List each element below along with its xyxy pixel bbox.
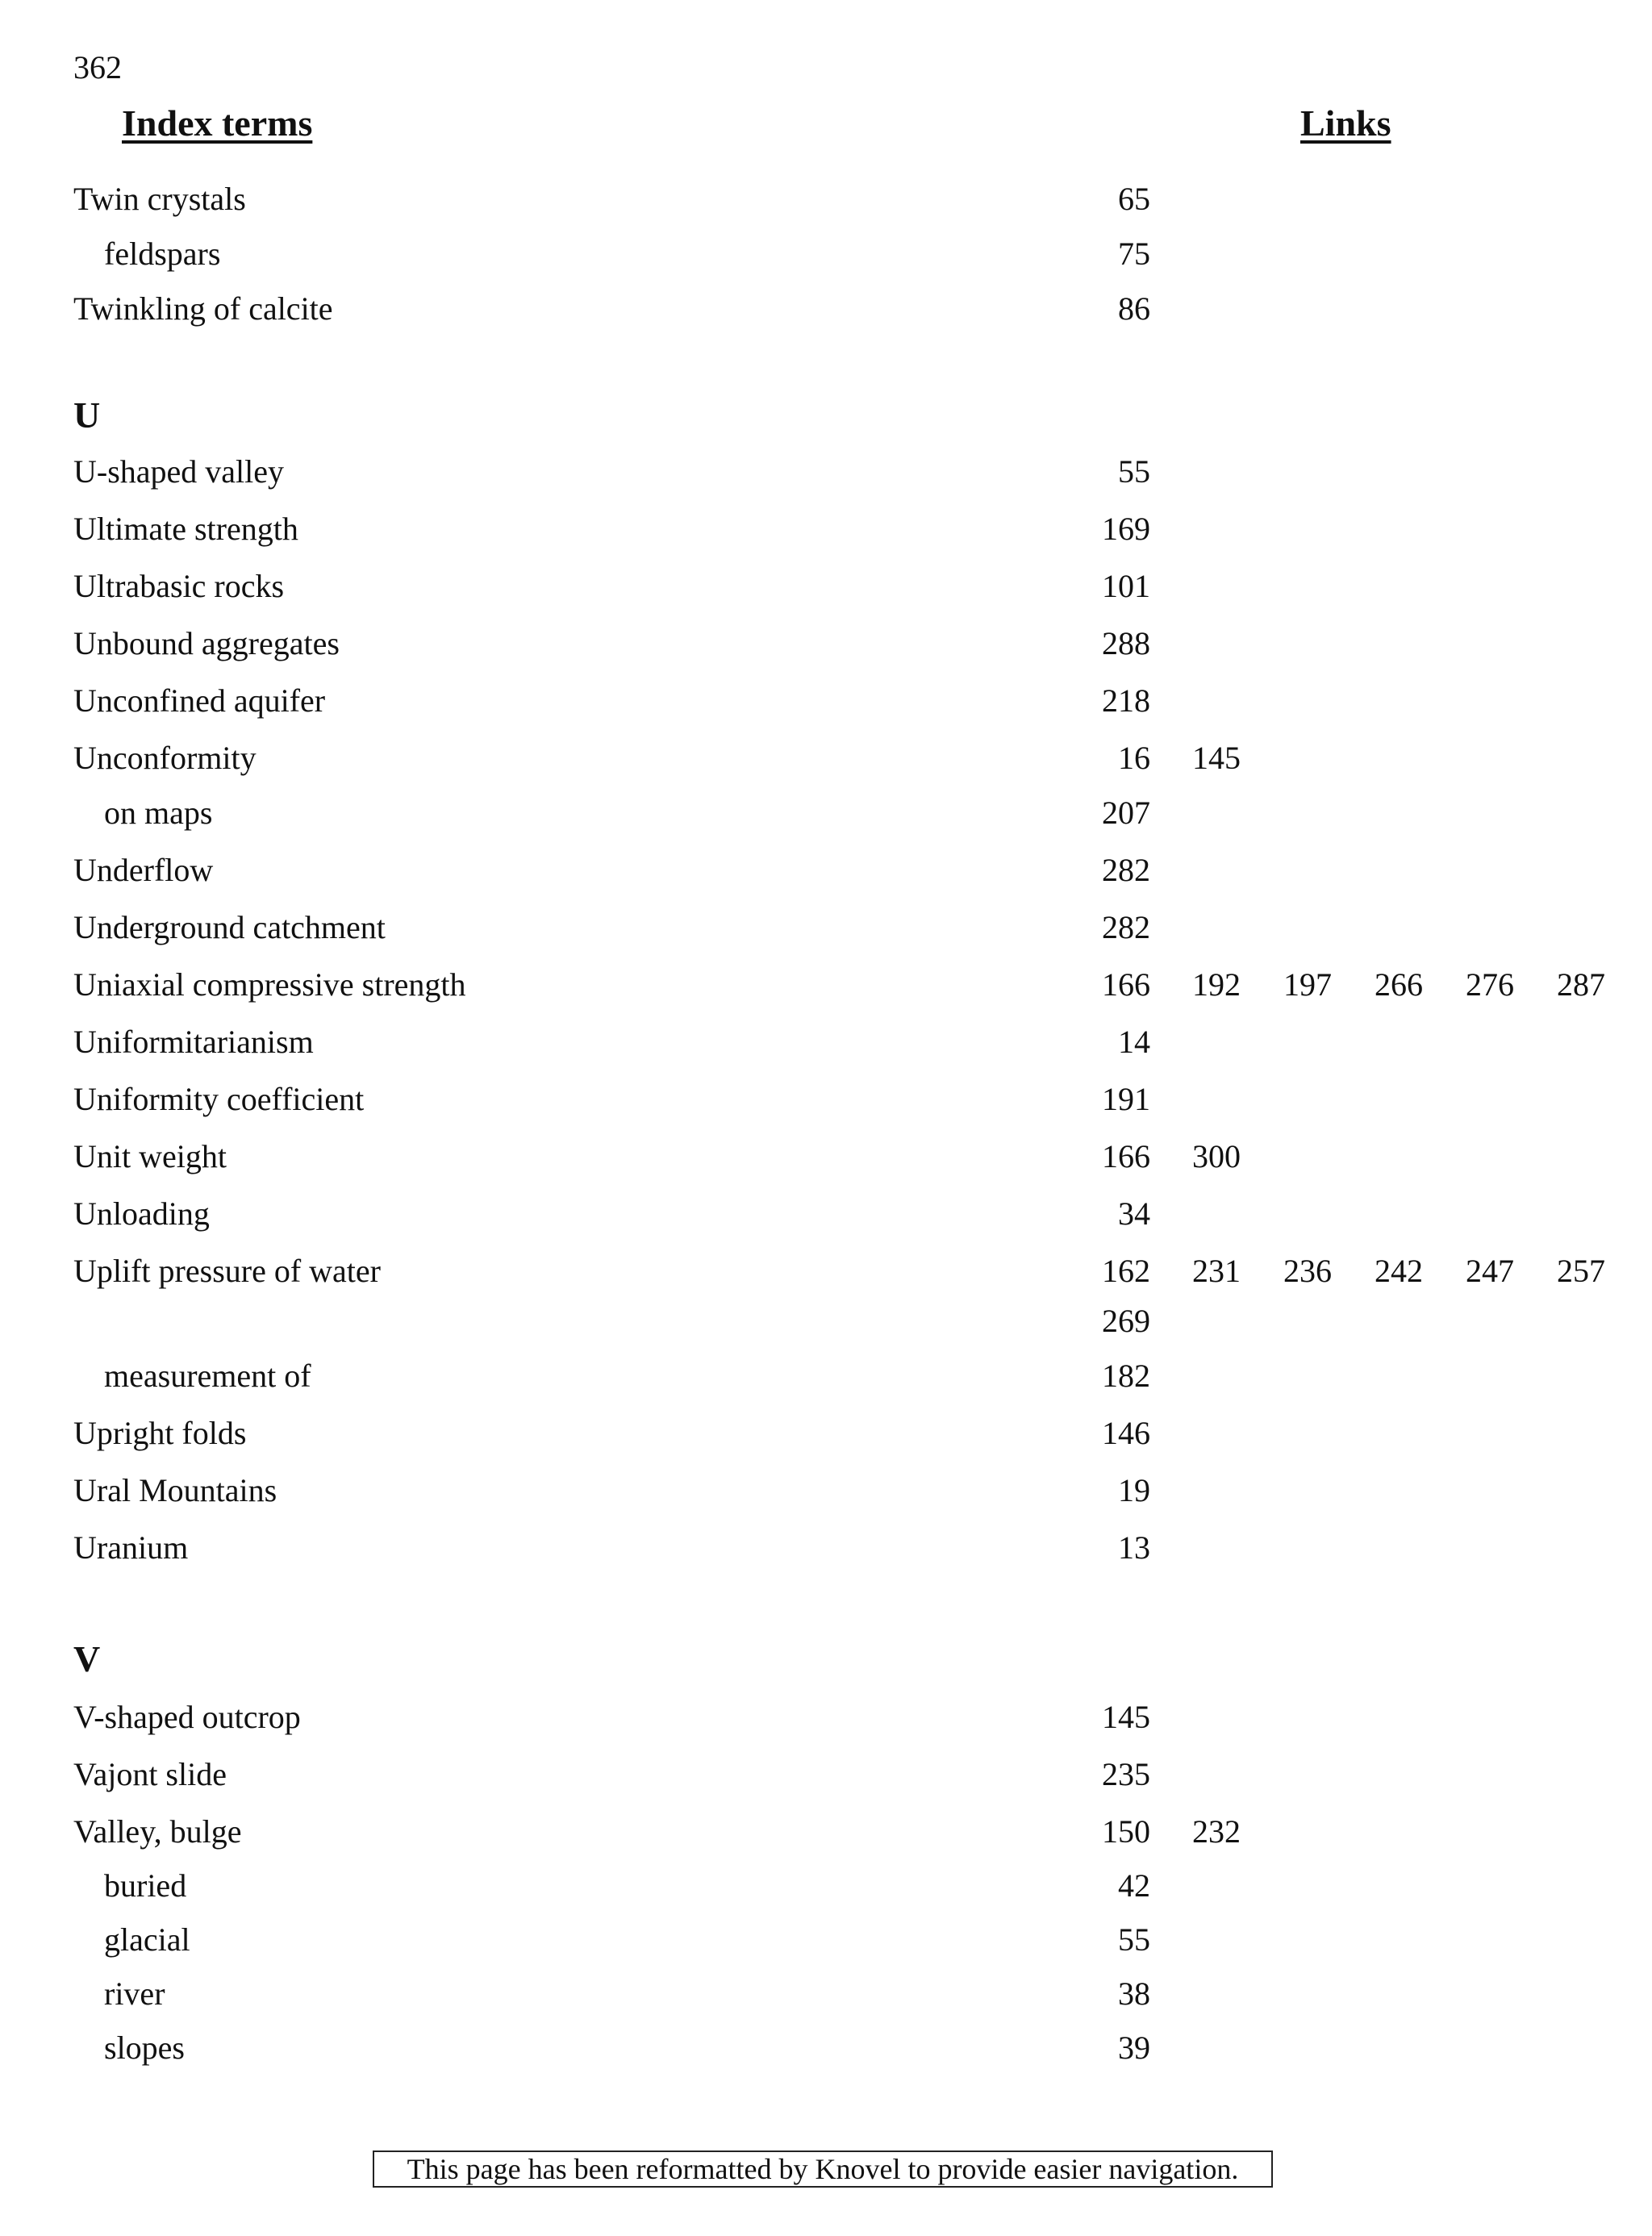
index-term: Ultrabasic rocks [73,568,285,604]
index-term: Uniaxial compressive strength [73,966,466,1003]
index-entry [0,1251,1652,1339]
page-link[interactable]: 166 [1102,1138,1150,1174]
index-term: Twinkling of calcite [73,290,333,327]
page-link[interactable]: 55 [1118,1921,1150,1958]
index-entry [0,965,1652,1005]
index-entry [0,1471,1652,1511]
index-term: U-shaped valley [73,453,285,490]
page-link[interactable]: 207 [1102,795,1150,831]
footer-note: This page has been reformatted by Knovel to provide easier navigation. [373,2150,1273,2188]
page-link[interactable]: 287 [1557,966,1605,1003]
index-term: Ultimate strength [73,511,298,547]
index-entry [0,1812,1652,1852]
page-link[interactable]: 145 [1102,1699,1150,1735]
page-link[interactable]: 14 [1118,1024,1150,1060]
index-entry [0,1022,1652,1062]
page-link[interactable]: 288 [1102,625,1150,661]
index-entry [0,179,1652,219]
page-link[interactable]: 257 [1557,1253,1605,1289]
index-term: Ural Mountains [73,1472,277,1508]
index-terms-header: Index terms [122,102,313,144]
page-link[interactable]: 236 [1283,1253,1332,1289]
index-subterm: feldspars [104,236,221,272]
page-link[interactable]: 86 [1118,290,1150,327]
index-entry [0,793,1652,833]
index-subterm: glacial [104,1921,190,1958]
page-link[interactable]: 55 [1118,453,1150,490]
index-term: Unloading [73,1195,210,1232]
index-term: Uniformitarianism [73,1024,314,1060]
index-entry [0,1194,1652,1234]
index-subterm: buried [104,1867,187,1904]
page-link[interactable]: 39 [1118,2030,1150,2066]
page-link[interactable]: 247 [1466,1253,1514,1289]
index-term: Unconfined aquifer [73,682,326,719]
index-entry [0,1079,1652,1120]
page-link[interactable]: 232 [1192,1813,1241,1850]
page-link[interactable]: 38 [1118,1975,1150,2012]
page-link[interactable]: 162 [1102,1253,1150,1289]
index-term: Uplift pressure of water [73,1253,381,1289]
index-term: Underflow [73,852,214,888]
page-link[interactable]: 42 [1118,1867,1150,1904]
index-entry [0,1137,1652,1177]
page-link[interactable]: 242 [1375,1253,1423,1289]
index-entry [0,289,1652,329]
page-link[interactable]: 166 [1102,966,1150,1003]
page-link[interactable]: 282 [1102,852,1150,888]
index-entry [0,850,1652,891]
index-entry [0,1754,1652,1795]
index-term: Unconformity [73,740,257,776]
index-entry [0,738,1652,778]
page-link[interactable]: 300 [1192,1138,1241,1174]
index-entry [0,681,1652,721]
index-subterm: river [104,1975,165,2012]
page-number: 362 [73,49,122,86]
index-term: Twin crystals [73,181,246,217]
index-entry [0,1920,1652,1960]
index-subterm: slopes [104,2030,185,2066]
page-link[interactable]: 65 [1118,181,1150,217]
section-letter-u: U [73,394,101,436]
page-link[interactable]: 145 [1192,740,1241,776]
page-link[interactable]: 276 [1466,966,1514,1003]
page-link[interactable]: 197 [1283,966,1332,1003]
index-term: Unit weight [73,1138,227,1174]
index-entry [0,1866,1652,1906]
page-link[interactable]: 269 [1102,1303,1150,1339]
index-term: Unbound aggregates [73,625,340,661]
page-link[interactable]: 19 [1118,1472,1150,1508]
index-entry [0,452,1652,492]
index-subterm: measurement of [104,1358,311,1394]
index-term: Uniformity coefficient [73,1081,365,1117]
index-term: Vajont slide [73,1756,227,1792]
page-link[interactable]: 192 [1192,966,1241,1003]
index-entry [0,566,1652,607]
page-link[interactable]: 150 [1102,1813,1150,1850]
page-link[interactable]: 13 [1118,1529,1150,1566]
page-link[interactable]: 16 [1118,740,1150,776]
page-link[interactable]: 146 [1102,1415,1150,1451]
index-term: Underground catchment [73,909,386,945]
section-letter-v: V [73,1638,101,1679]
page-link[interactable]: 169 [1102,511,1150,547]
index-entry [0,907,1652,948]
page-link[interactable]: 218 [1102,682,1150,719]
index-entry [0,2028,1652,2068]
links-header: Links [1300,102,1391,144]
index-subterm: on maps [104,795,213,831]
index-entry [0,1413,1652,1454]
page-link[interactable]: 266 [1375,966,1423,1003]
index-entry [0,509,1652,549]
index-entry [0,1528,1652,1568]
index-term: Valley, bulge [73,1813,242,1850]
page-link[interactable]: 101 [1102,568,1150,604]
page-link[interactable]: 235 [1102,1756,1150,1792]
index-term: Uranium [73,1529,189,1566]
page-link[interactable]: 231 [1192,1253,1241,1289]
index-term: V-shaped outcrop [73,1699,301,1735]
index-entry [0,1356,1652,1396]
page-link[interactable]: 75 [1118,236,1150,272]
page-link[interactable]: 34 [1118,1195,1150,1232]
index-term: Upright folds [73,1415,247,1451]
page-link[interactable]: 191 [1102,1081,1150,1117]
index-entry [0,1697,1652,1737]
page-link[interactable]: 182 [1102,1358,1150,1394]
page-link[interactable]: 282 [1102,909,1150,945]
index-entry [0,624,1652,664]
index-entry [0,1974,1652,2014]
index-entry [0,234,1652,274]
